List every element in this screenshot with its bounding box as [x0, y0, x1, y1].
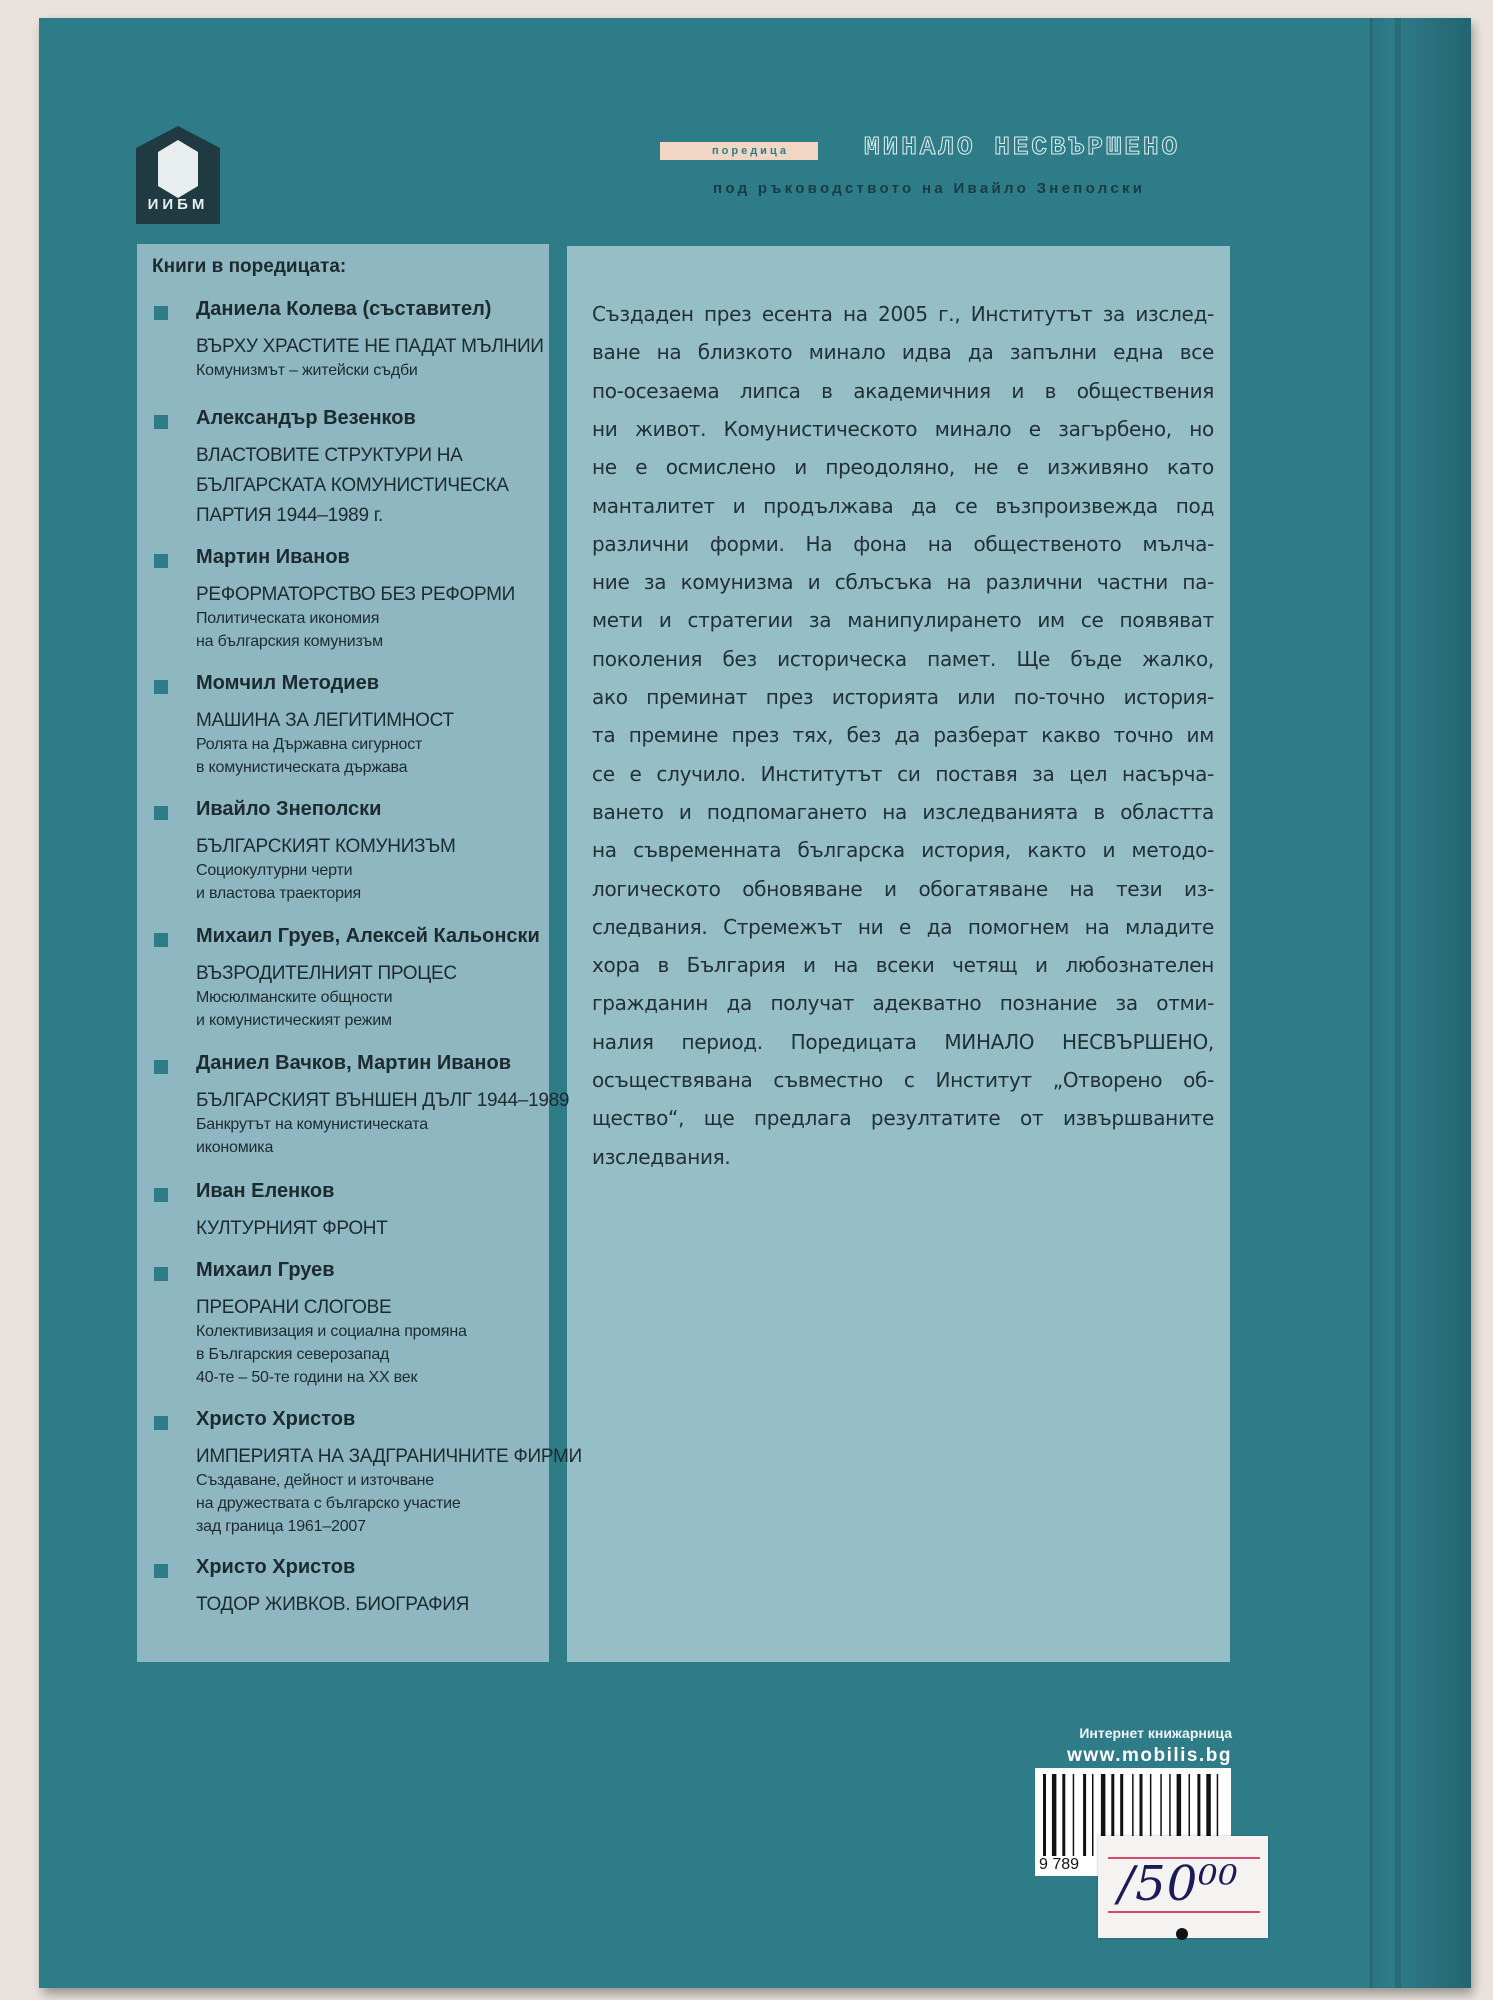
book-title: ПАРТИЯ 1944–1989 г.: [196, 505, 383, 526]
series-title: МИНАЛО НЕСВЪРШЕНО: [864, 132, 1181, 162]
book-subtitle: Социокултурни черти: [196, 862, 353, 879]
description-line: осъществявана съвместно с Институт „Отворено об-: [592, 1068, 1214, 1092]
spine-groove: [1395, 18, 1401, 1988]
description-line: поколения без историческа памет. Ще бъде жалко,: [592, 646, 1214, 671]
description-line: различни форми. На фона на общественото мълча-: [592, 531, 1214, 556]
description-line: гражданин да получат адекватно познание за отми-: [592, 991, 1214, 1016]
description-line: се е случило. Институтът си поставя за цел насърча-: [592, 761, 1214, 786]
book-subtitle: Колективизация и социална промяна: [196, 1323, 467, 1340]
book-title: МАШИНА ЗА ЛЕГИТИМНОСТ: [196, 710, 454, 731]
book-title: БЪЛГАРСКАТА КОМУНИСТИЧЕСКА: [196, 475, 509, 496]
book-title: ВЛАСТОВИТЕ СТРУКТУРИ НА: [196, 445, 463, 466]
book-author: Иван Еленков: [196, 1180, 335, 1202]
barcode-number: 9 789: [1039, 1856, 1080, 1873]
book-author: Даниел Вачков, Мартин Иванов: [196, 1052, 512, 1074]
book-author: Ивайло Знеполски: [196, 798, 382, 820]
list-bullet-icon: [154, 680, 168, 694]
book-subtitle: Комунизмът – житейски съдби: [196, 362, 418, 379]
book-author: Даниела Колева (съставител): [196, 298, 492, 320]
description-line: хора в България и на всеки четящ и любознателен: [592, 953, 1214, 978]
series-editor: под ръководството на Ивайло Знеполски: [713, 180, 1146, 197]
book-author: Христо Христов: [196, 1556, 356, 1578]
book-author: Михаил Груев, Алексей Кальонски: [196, 925, 540, 947]
book-author: Михаил Груев: [196, 1259, 335, 1281]
book-author: Момчил Методиев: [196, 672, 379, 694]
list-bullet-icon: [154, 1564, 168, 1578]
book-title: БЪЛГАРСКИЯТ КОМУНИЗЪМ: [196, 836, 456, 857]
description-line: следвания. Стремежът ни е да помогнем на младите: [592, 914, 1214, 939]
description-line: щество“, ще предлага резултатите от извършваните: [592, 1106, 1214, 1131]
book-subtitle: Ролята на Държавна сигурност: [196, 736, 423, 753]
book-subtitle: и комунистическият режим: [196, 1012, 392, 1029]
book-title: ПРЕОРАНИ СЛОГОВЕ: [196, 1297, 392, 1318]
description-line: манталитет и продължава да се възпроизвежда под: [592, 493, 1214, 518]
price-mark: [1176, 1928, 1188, 1940]
list-bullet-icon: [154, 306, 168, 320]
description-line: логическото обновяване и обогатяване на тези из-: [592, 876, 1214, 901]
book-title: ВЪРХУ ХРАСТИТЕ НЕ ПАДАТ МЪЛНИИ: [196, 336, 544, 357]
description-line: изследвания.: [592, 1144, 731, 1169]
book-subtitle: на българския комунизъм: [196, 633, 383, 650]
description-line: на съвременната българска история, както и методо-: [592, 838, 1214, 863]
books-list-heading: Книги в поредицата:: [152, 256, 347, 277]
book-title: КУЛТУРНИЯТ ФРОНТ: [196, 1218, 388, 1239]
description-line: ване на близкото минало идва да запълни една все: [592, 340, 1214, 365]
book-author: Александър Везенков: [196, 407, 416, 429]
book-subtitle: Банкрутът на комунистическата: [196, 1116, 428, 1133]
publisher-logo-text: ИИБМ: [147, 196, 209, 213]
list-bullet-icon: [154, 554, 168, 568]
book-title: ИМПЕРИЯТА НА ЗАДГРАНИЧНИТЕ ФИРМИ: [196, 1446, 582, 1467]
list-bullet-icon: [154, 1188, 168, 1202]
list-bullet-icon: [154, 806, 168, 820]
description-line: та премине през тях, без да разберат какво точно им: [592, 723, 1214, 748]
book-title: ТОДОР ЖИВКОВ. БИОГРАФИЯ: [196, 1594, 470, 1615]
book-subtitle: 40-те – 50-те години на XX век: [196, 1369, 418, 1386]
book-subtitle: и властова траектория: [196, 885, 362, 902]
description-line: налия период. Поредицата МИНАЛО НЕСВЪРШЕНО,: [592, 1029, 1214, 1054]
description-line: мети и стратегии за манипулирането им се появяват: [592, 608, 1214, 633]
description-line: ването и подпомагането на изследванията в областта: [592, 799, 1214, 824]
book-subtitle: зад граница 1961–2007: [196, 1518, 366, 1535]
list-bullet-icon: [154, 1267, 168, 1281]
book-title: РЕФОРМАТОРСТВО БЕЗ РЕФОРМИ: [196, 584, 516, 605]
list-bullet-icon: [154, 1060, 168, 1074]
description-line: не е осмислено и преодоляно, не е изживяно като: [592, 455, 1214, 480]
series-label: поредица: [712, 145, 789, 157]
book-author: Христо Христов: [196, 1408, 356, 1430]
description-line: ние за комунизма и сблъсъка на различни частни па-: [592, 570, 1214, 595]
book-spine: [1370, 18, 1471, 1988]
list-bullet-icon: [154, 933, 168, 947]
book-title: БЪЛГАРСКИЯТ ВЪНШЕН ДЪЛГ 1944–1989: [196, 1090, 570, 1111]
shop-url: www.mobilis.bg: [1067, 1745, 1232, 1766]
list-bullet-icon: [154, 1416, 168, 1430]
shop-label: Интернет книжарница: [1079, 1725, 1232, 1741]
list-bullet-icon: [154, 415, 168, 429]
book-subtitle: на дружествата с българско участие: [196, 1495, 461, 1512]
book-subtitle: Мюсюлманските общности: [196, 989, 393, 1006]
book-subtitle: икономика: [196, 1139, 274, 1156]
book-subtitle: в Българския северозапад: [196, 1346, 390, 1363]
description-line: Създаден през есента на 2005 г., Институтът за изслед-: [592, 302, 1214, 326]
description-line: ако преминат през историята или по-точно история-: [592, 685, 1214, 709]
book-subtitle: Създаване, дейност и източване: [196, 1472, 434, 1489]
handwritten-price: /50⁰⁰: [1118, 1856, 1239, 1912]
description-line: по-осезаема липса в академичния и в обществения: [592, 378, 1214, 403]
book-title: ВЪЗРОДИТЕЛНИЯТ ПРОЦЕС: [196, 963, 457, 984]
description-line: ни живот. Комунистическото минало е загърбено, но: [592, 416, 1214, 441]
book-author: Мартин Иванов: [196, 546, 350, 568]
book-subtitle: Политическата икономия: [196, 610, 380, 627]
book-subtitle: в комунистическата държава: [196, 759, 408, 776]
